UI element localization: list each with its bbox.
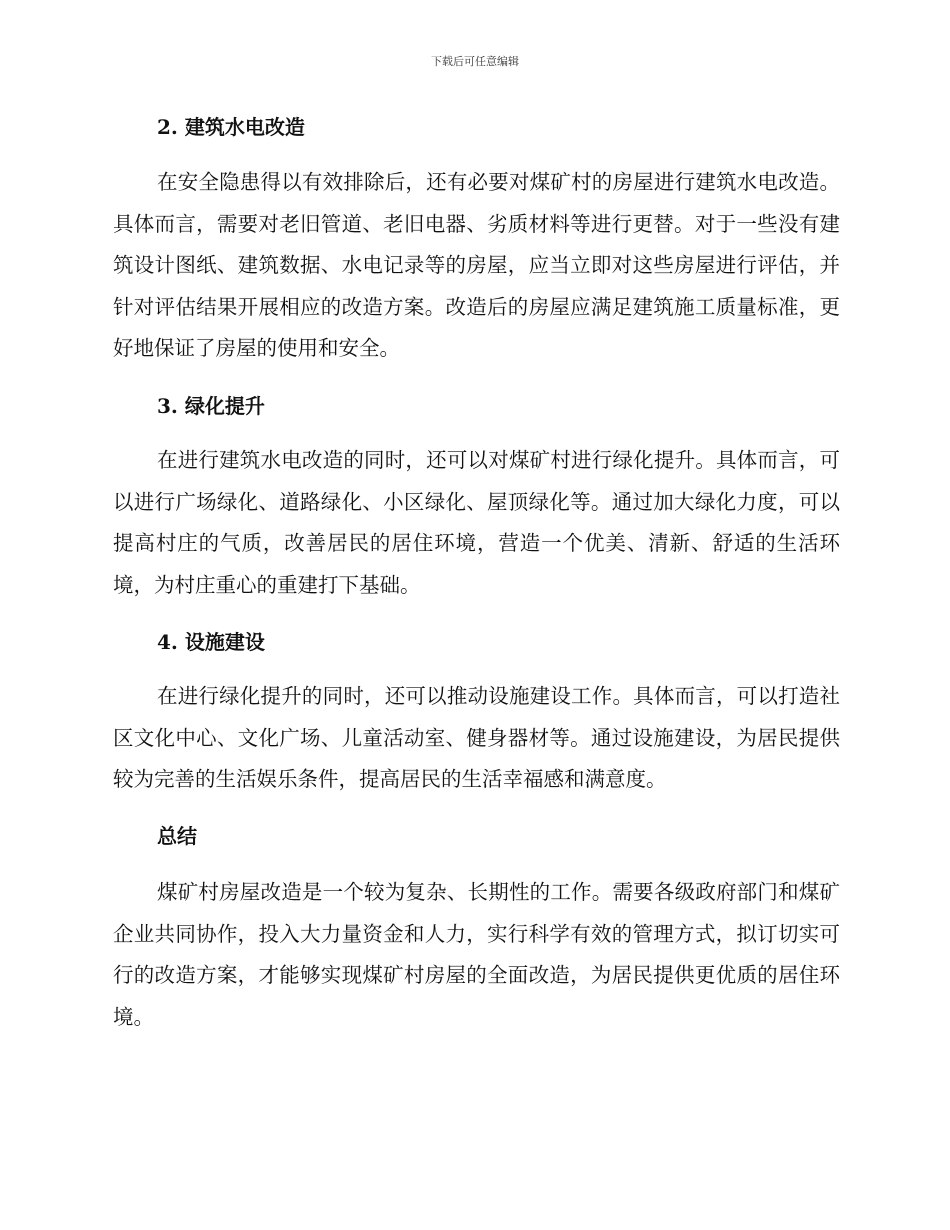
section-body-greening: 在进行建筑水电改造的同时，还可以对煤矿村进行绿化提升。具体而言，可以进行广场绿化、道路绿化、小区绿化、屋顶绿化等。通过加大绿化力度，可以提高村庄的气质，改善居民的居住环境，营造一个优美、清新、舒适的生活环境，为村庄重心的重建打下基础。 — [113, 448, 840, 597]
section-body-water-electric: 在安全隐患得以有效排除后，还有必要对煤矿村的房屋进行建筑水电改造。具体而言，需要对老旧管道、老旧电器、劣质材料等进行更替。对于一些没有建筑设计图纸、建筑数据、水电记录等的房屋，应当立即对这些房屋进行评估，并针对评估结果开展相应的改造方案。改造后的房屋应满足建筑施工质量标准，更好地保证了房屋的使用和安全。 — [113, 170, 840, 360]
section-body-facilities: 在进行绿化提升的同时，还可以推动设施建设工作。具体而言，可以打造社区文化中心、文化广场、儿童活动室、健身器材等。通过设施建设，为居民提供较为完善的生活娱乐条件，提高居民的生活幸福感和满意度。 — [113, 684, 840, 791]
page-header: 下载后可任意编辑 — [431, 55, 519, 68]
section-heading-summary: 总结 — [157, 824, 197, 848]
section-heading-facilities: 4. 设施建设 — [157, 630, 265, 654]
section-heading-water-electric: 2. 建筑水电改造 — [157, 115, 305, 139]
section-heading-greening: 3. 绿化提升 — [157, 394, 265, 418]
section-body-summary: 煤矿村房屋改造是一个较为复杂、长期性的工作。需要各级政府部门和煤矿企业共同协作，投入大力量资金和人力，实行科学有效的管理方式，拟订切实可行的改造方案，才能够实现煤矿村房屋的全面改造，为居民提供更优质的居住环境。 — [113, 880, 840, 1029]
